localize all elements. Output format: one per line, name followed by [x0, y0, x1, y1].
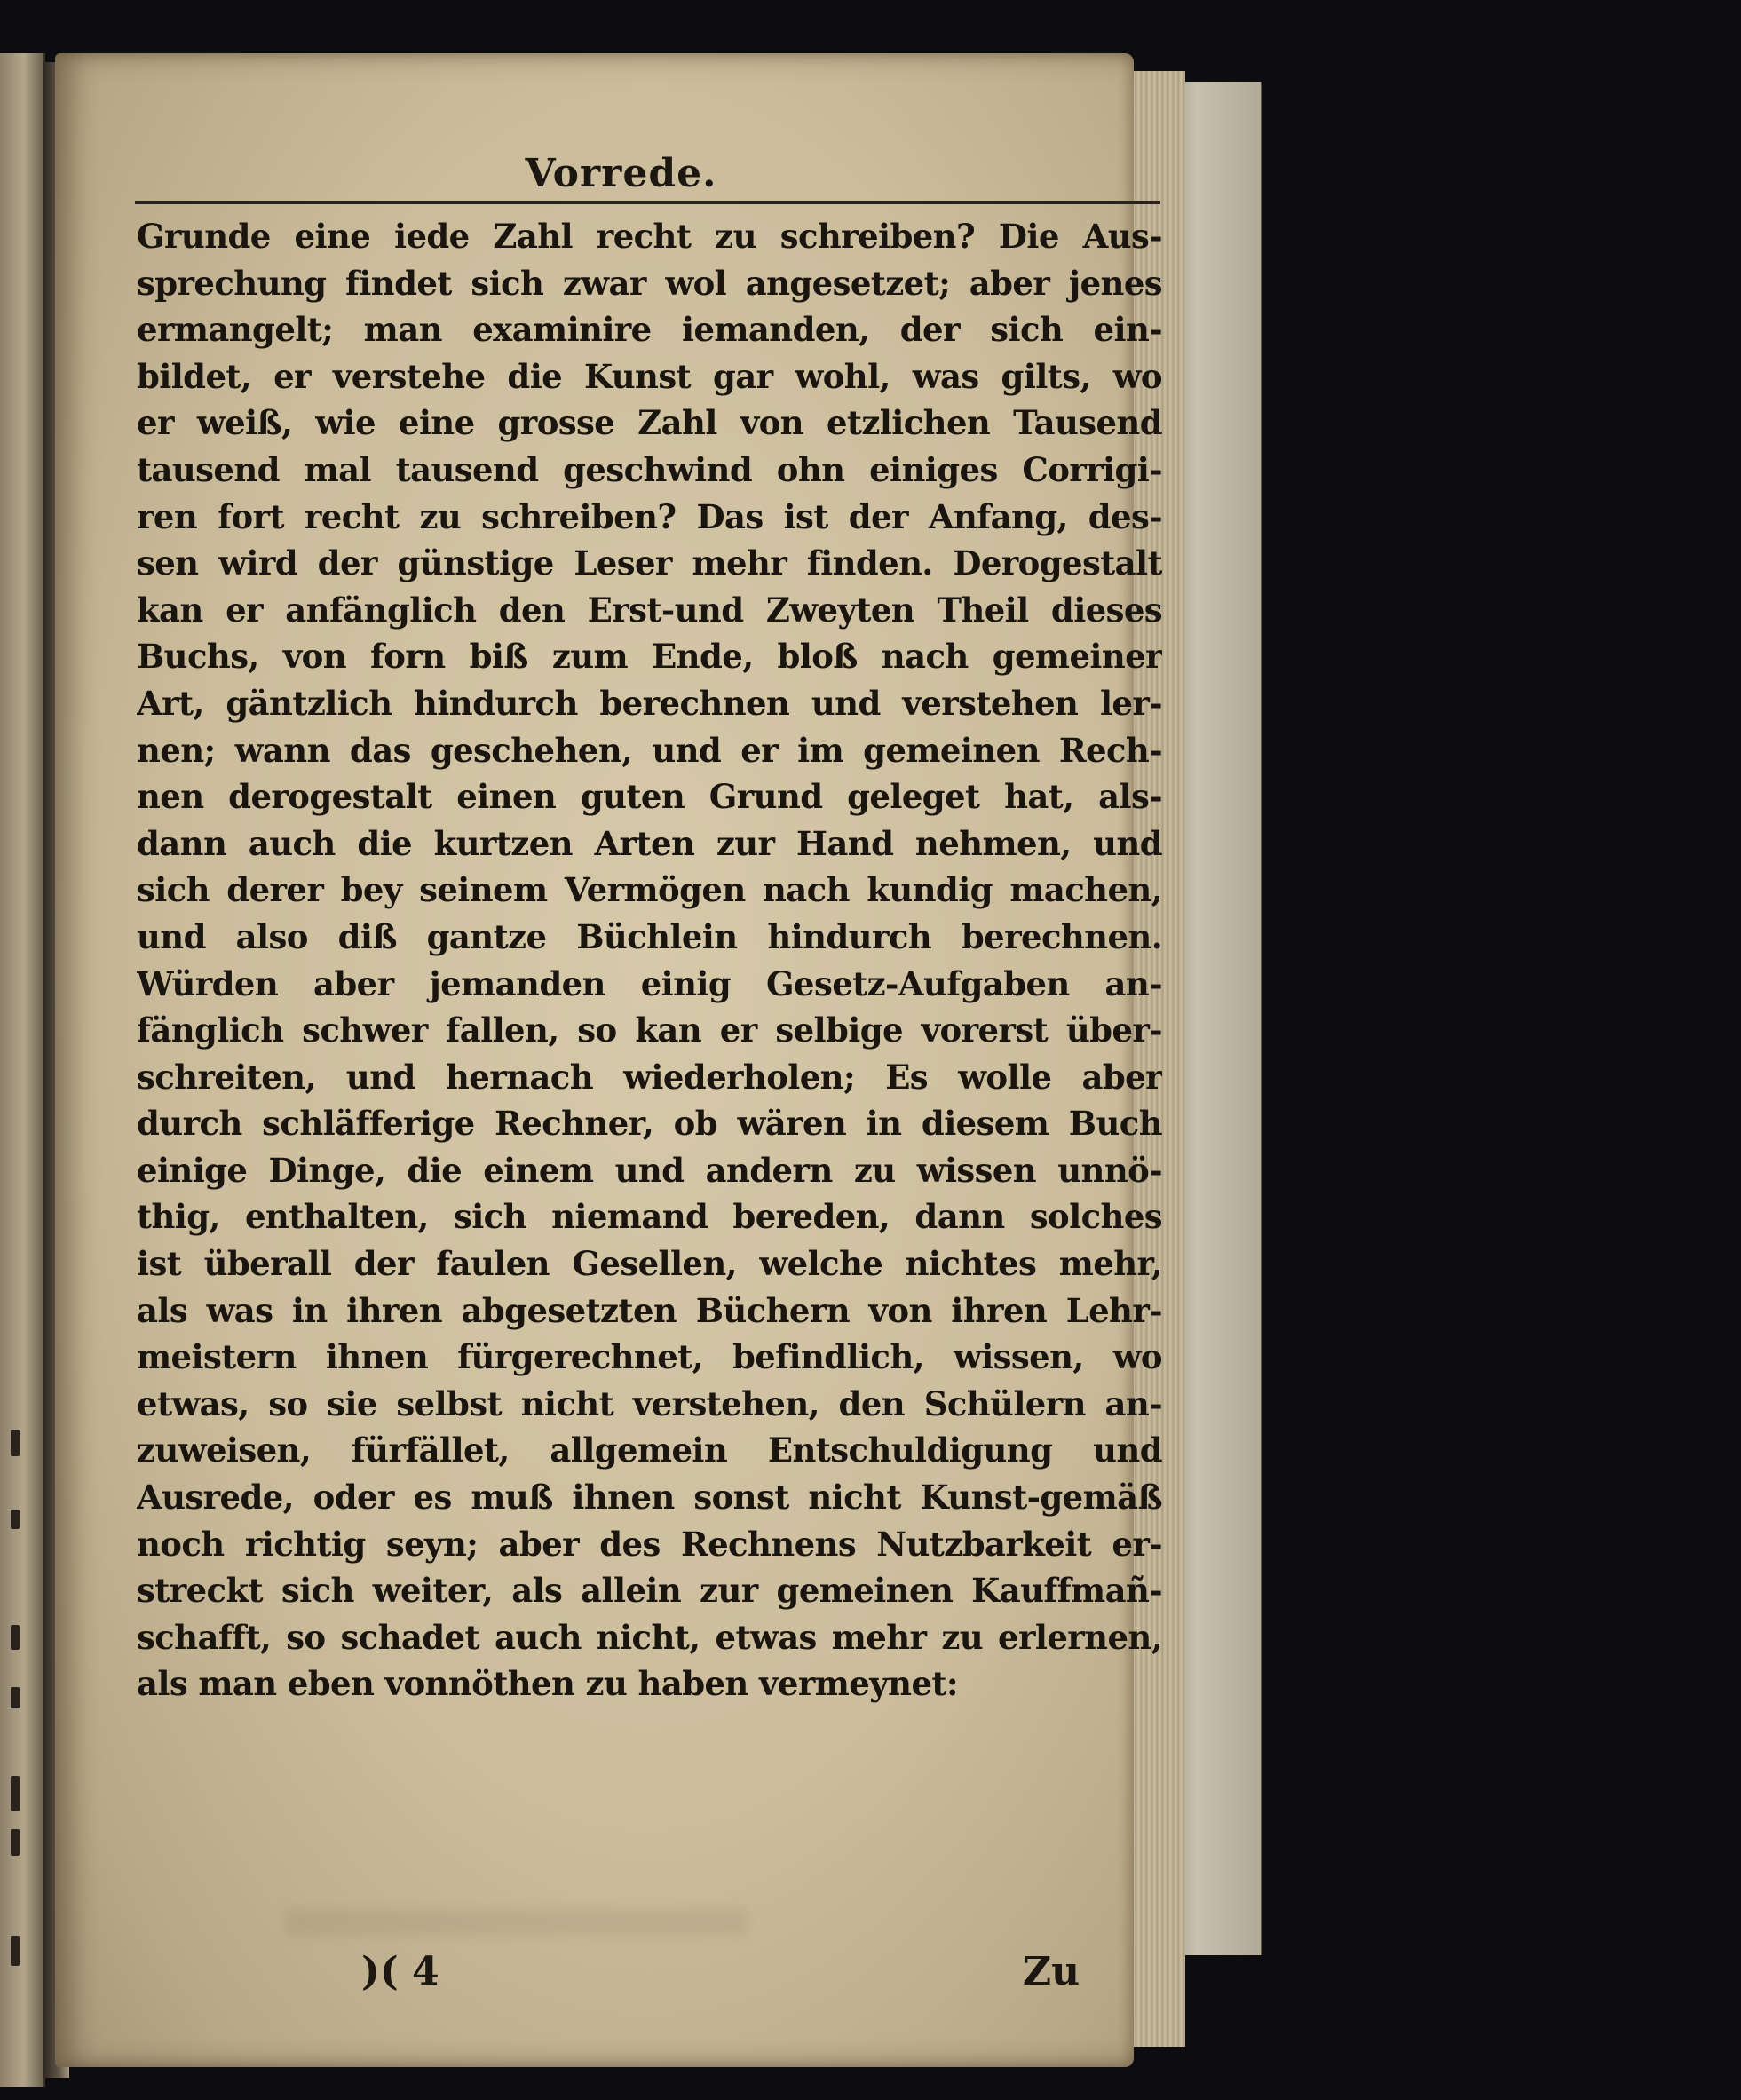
text-line: nen derogestalt einen guten Grund geleget hat, als- [137, 777, 1162, 817]
ink-mark [11, 1510, 20, 1529]
text-line: durch schläfferige Rechner, ob wären in diesem Buch [137, 1104, 1162, 1144]
text-line: fänglich schwer fallen, so kan er selbige vorerst über- [137, 1010, 1162, 1050]
text-line: ermangelt; man examinire iemanden, der sich ein- [137, 310, 1162, 350]
text-line: einige Dinge, die einem und andern zu wissen unnö- [137, 1150, 1162, 1190]
text-line: und also diß gantze Büchlein hindurch berechnen. [137, 916, 1162, 956]
text-line: noch richtig seyn; aber des Rechnens Nutzbarkeit er- [137, 1524, 1162, 1564]
text-line: dann auch die kurtzen Arten zur Hand nehmen, und [137, 823, 1162, 863]
text-line: streckt sich weiter, als allein zur gemeinen Kauffmañ- [137, 1571, 1162, 1611]
text-line: Ausrede, oder es muß ihnen sonst nicht Kunst-gemäß [137, 1478, 1162, 1518]
text-line: schafft, so schadet auch nicht, etwas mehr zu erlernen, [137, 1617, 1162, 1657]
text-line: kan er anfänglich den Erst-und Zweyten Theil dieses [137, 590, 1162, 630]
body-text [137, 213, 1162, 1708]
text-line: ist überall der faulen Gesellen, welche nichtes mehr, [137, 1244, 1162, 1284]
catchword: Zu [1023, 1949, 1080, 1994]
text-line: meistern ihnen fürgerechnet, befindlich, wissen, wo [137, 1337, 1162, 1377]
page-footer [55, 1949, 1134, 2002]
text-line: Grunde eine iede Zahl recht zu schreiben? Die Aus- [137, 217, 1162, 256]
text-line: nen; wann das geschehen, und er im gemeinen Rech- [137, 730, 1162, 770]
ink-mark [11, 1430, 20, 1456]
ink-mark [11, 1625, 20, 1650]
text-line: als was in ihren abgesetzten Büchern von ihren Lehr- [137, 1290, 1162, 1330]
ink-mark [11, 1829, 20, 1856]
text-line: sen wird der günstige Leser mehr finden. Derogestalt [137, 543, 1162, 583]
ink-mark [11, 1936, 20, 1966]
text-line: bildet, er verstehe die Kunst gar wohl, was gilts, wo [137, 356, 1162, 396]
left-page-edge [0, 53, 45, 2087]
text-line: sprechung findet sich zwar wol angesetzet; aber jenes [137, 263, 1162, 303]
text-line: er weiß, wie eine grosse Zahl von etzlichen Tausend [137, 403, 1162, 443]
text-line: tausend mal tausend geschwind ohn einiges Corrigi- [137, 449, 1162, 489]
text-line: als man eben vonnöthen zu haben vermeynet: [137, 1664, 958, 1704]
running-head: Vorrede. [525, 151, 717, 196]
book-page [55, 53, 1162, 2067]
ink-mark [11, 1776, 20, 1811]
text-line: zuweisen, fürfället, allgemein Entschuldigung und [137, 1430, 1162, 1470]
text-line: Art, gäntzlich hindurch berechnen und verstehen ler- [137, 683, 1162, 723]
signature-mark: )( 4 [361, 1949, 439, 1994]
text-line: thig, enthalten, sich niemand bereden, dann solches [137, 1197, 1162, 1237]
text-line: Würden aber jemanden einig Gesetz-Aufgaben an- [137, 963, 1162, 1003]
text-line: schreiten, und hernach wiederholen; Es wolle aber [137, 1057, 1162, 1097]
header-rule [135, 201, 1160, 204]
text-line: ren fort recht zu schreiben? Das ist der Anfang, des- [137, 496, 1162, 536]
show-through-shadow [286, 1909, 748, 1936]
text-line: sich derer bey seinem Vermögen nach kundig machen, [137, 870, 1162, 910]
text-line: Buchs, von forn biß zum Ende, bloß nach gemeiner [137, 637, 1162, 677]
ink-mark [11, 1687, 20, 1708]
text-line: etwas, so sie selbst nicht verstehen, den Schülern an- [137, 1383, 1162, 1423]
